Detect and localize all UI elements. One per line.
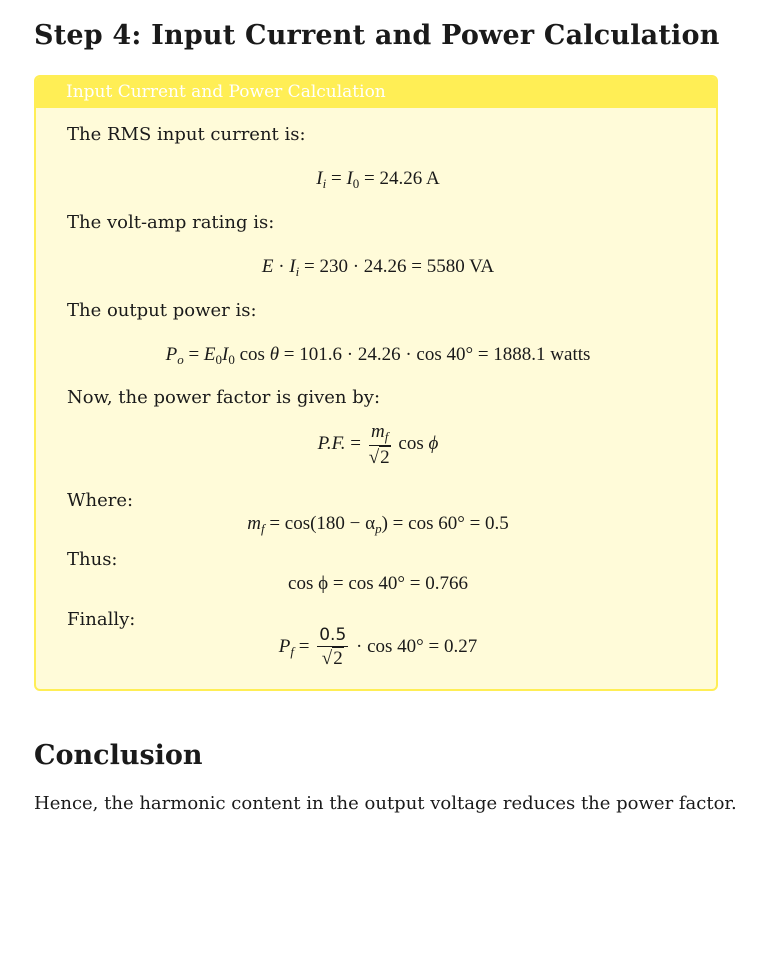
output-power-equation: $P_o = E_0I_0$ cos θ = 101.6 · 24.26 · cos 40° = 1888.1 watts	[165, 344, 591, 367]
rms-intro-text: The RMS input current is:	[67, 124, 306, 145]
rms-current-value: 24.26 A	[379, 168, 440, 189]
conclusion-text: Hence, the harmonic content in the output voltage reduces the power factor.	[34, 793, 737, 814]
output-power-value: 101.6 · 24.26 · cos 40° = 1888.1 watts	[299, 344, 591, 365]
rms-current-equation: $I_i = I_0 = 24.26$ A	[316, 168, 440, 191]
power-factor-formula: P.F. = $\frac{m_f}{√2}$ cos ϕ	[317, 421, 439, 468]
mf-result: ) = cos 60° = 0.5	[381, 513, 509, 534]
final-pf-equation: $P_f$ = $\frac{0.5}{√2}$ · cos 40° = 0.27	[278, 625, 478, 669]
output-intro-text: The output power is:	[67, 300, 257, 321]
mf-value: cos(180 − α	[284, 513, 376, 534]
conclusion-heading: Conclusion	[34, 740, 203, 771]
calculation-box	[34, 75, 718, 691]
where-text: Where:	[67, 490, 134, 511]
final-pf-result: · cos 40° = 0.27	[356, 635, 478, 657]
mf-equation: $m_f = \cos(180 - \alpha_p) = \cos 60^\circ = 0.5$	[247, 513, 509, 536]
thus-text: Thus:	[67, 549, 118, 570]
mf-over-root2-fraction: $\frac{m_f}{√2}$	[368, 421, 390, 468]
va-rating-equation: $E \cdot I_i = 230 \cdot 24.26 = 5580$ VA	[261, 256, 495, 279]
va-rating-value: 230 · 24.26 = 5580 VA	[319, 256, 495, 277]
pf-intro-text: Now, the power factor is given by:	[67, 387, 381, 408]
cos-phi-equation: cos ϕ = cos 40° = 0.766	[288, 573, 468, 594]
step-heading: Step 4: Input Current and Power Calculation	[34, 20, 720, 51]
calculation-box-header	[36, 77, 716, 108]
va-intro-text: The volt-amp rating is:	[67, 212, 275, 233]
half-over-root2-fraction: $\frac{0.5}{√2}$	[319, 625, 347, 669]
calculation-box-title: Input Current and Power Calculation	[66, 82, 386, 102]
finally-text: Finally:	[67, 609, 136, 630]
